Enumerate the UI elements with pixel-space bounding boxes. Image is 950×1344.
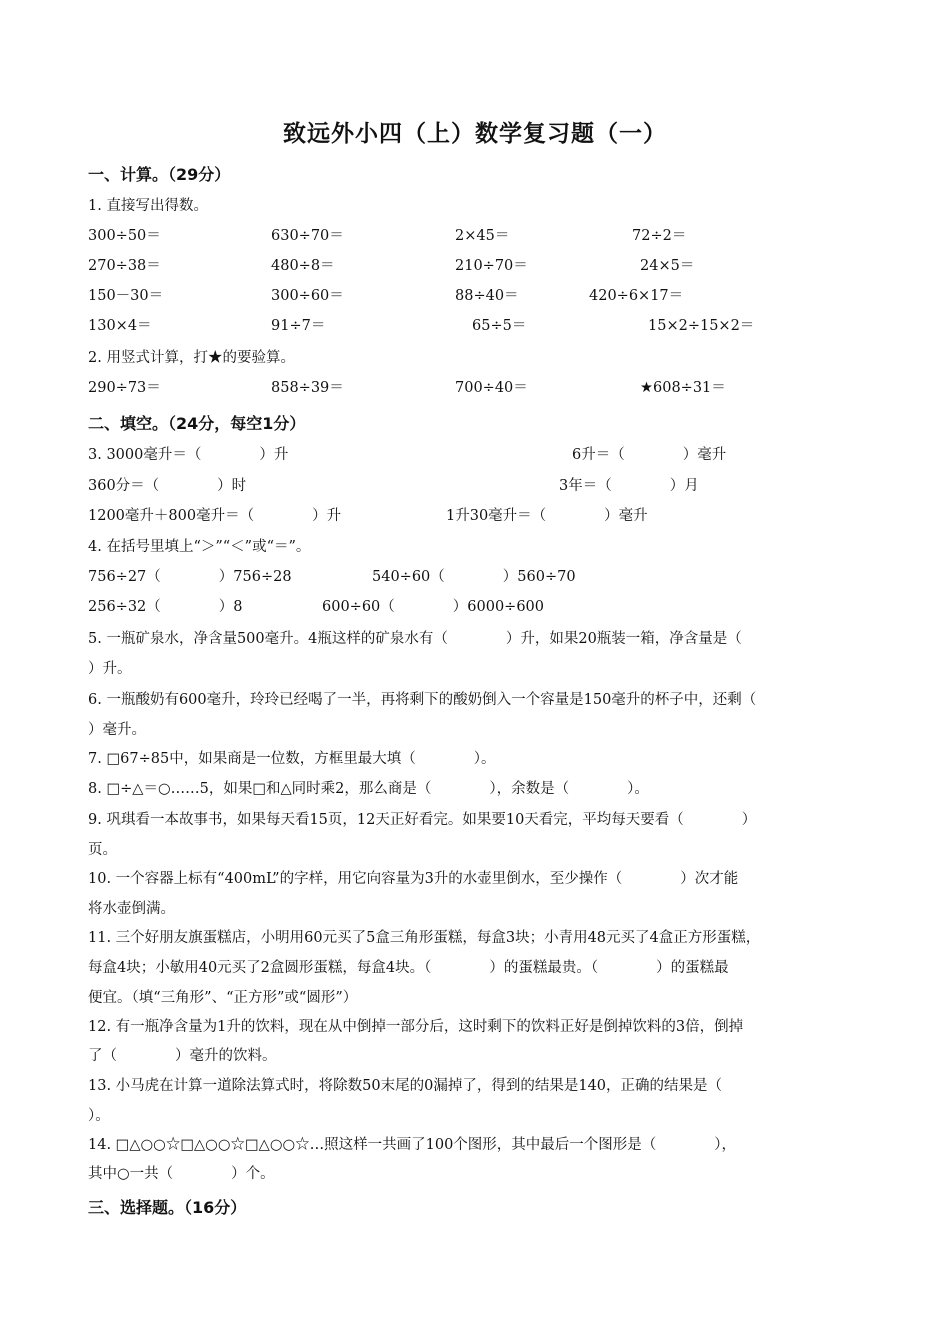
q1-item: 130×4＝: [88, 318, 152, 334]
q1-item: 270÷38＝: [88, 258, 161, 274]
q1-item: 480÷8＝: [271, 258, 335, 274]
question-6: 6. 一瓶酸奶有600毫升，玲玲已经喝了一半，再将剩下的酸奶倒入一个容量是150毫升的杯子中，还剩（: [88, 692, 757, 708]
question-11-cont: 每盒4块；小敏用40元买了2盒圆形蛋糕，每盒4块。（ ）的蛋糕最贵。（ ）的蛋糕最: [88, 960, 729, 976]
q1-item: 91÷7＝: [271, 318, 326, 334]
question-12: 12. 有一瓶净含量为1升的饮料，现在从中倒掉一部分后，这时剩下的饮料正好是倒掉饮料的3倍，倒掉: [88, 1019, 744, 1035]
q1-item: 24×5＝: [640, 258, 695, 274]
q1-item: 65÷5＝: [472, 318, 527, 334]
q4-item: 756÷27（ ）756÷28: [88, 569, 292, 585]
q3-item: 3年＝（ ）月: [559, 478, 699, 494]
question-11-cont: 便宜。（填“三角形”、“正方形”或“圆形”）: [88, 990, 358, 1006]
section-heading-calculation: 一、计算。（29分）: [88, 165, 231, 184]
q1-item: 210÷70＝: [455, 258, 528, 274]
q1-item: 300÷60＝: [271, 288, 344, 304]
q1-item: 300÷50＝: [88, 228, 161, 244]
q1-item: 630÷70＝: [271, 228, 344, 244]
q1-item: 88÷40＝: [455, 288, 519, 304]
question-10-cont: 将水壶倒满。: [88, 901, 175, 917]
q1-item: 420÷6×17＝: [589, 288, 684, 304]
q4-item: 600÷60（ ）6000÷600: [322, 599, 545, 615]
question-11: 11. 三个好朋友旗蛋糕店，小明用60元买了5盒三角形蛋糕，每盒3块；小青用48元买了4盒正方形蛋糕，: [88, 930, 761, 946]
q1-item: 72÷2＝: [632, 228, 687, 244]
q3-item: 6升＝（ ）毫升: [572, 447, 727, 463]
question-1-label: 1. 直接写出得数。: [88, 198, 208, 214]
q2-item: 700÷40＝: [455, 380, 528, 396]
q1-item: 15×2÷15×2＝: [648, 318, 755, 334]
question-14: 14. □△○○☆□△○○☆□△○○☆…照这样一共画了100个图形，其中最后一个图形是（ ），: [88, 1137, 737, 1153]
q3-item: 1升30毫升＝（ ）毫升: [446, 508, 648, 524]
question-6-cont: ）毫升。: [88, 722, 146, 738]
question-5: 5. 一瓶矿泉水，净含量500毫升。4瓶这样的矿泉水有（ ）升，如果20瓶装一箱，净含量是（: [88, 631, 742, 647]
question-4-label: 4. 在括号里填上“＞”“＜”或“＝”。: [88, 539, 311, 555]
question-7: 7. □67÷85中，如果商是一位数，方框里最大填（ ）。: [88, 751, 496, 767]
q1-item: 150－30＝: [88, 288, 164, 304]
question-9-cont: 页。: [88, 842, 117, 858]
q3-item: 1200毫升＋800毫升＝（ ）升: [88, 508, 342, 524]
question-8: 8. □÷△＝○……5，如果□和△同时乘2，那么商是（ ），余数是（ ）。: [88, 781, 649, 797]
question-5-cont: ）升。: [88, 661, 132, 677]
page-title: 致远外小四（上）数学复习题（一）: [283, 121, 667, 147]
q2-item: 858÷39＝: [271, 380, 344, 396]
question-12-cont: 了（ ）毫升的饮料。: [88, 1048, 277, 1064]
question-13: 13. 小马虎在计算一道除法算式时，将除数50末尾的0漏掉了，得到的结果是140，正确的结果是（: [88, 1078, 723, 1094]
section-heading-fill-blank: 二、填空。（24分，每空1分）: [88, 414, 306, 433]
q2-item: 290÷73＝: [88, 380, 161, 396]
q3-item: 360分＝（ ）时: [88, 478, 247, 494]
q1-item: 2×45＝: [455, 228, 510, 244]
section-heading-multiple-choice: 三、选择题。（16分）: [88, 1198, 247, 1217]
question-10: 10. 一个容器上标有“400mL”的字样，用它向容量为3升的水壶里倒水，至少操作（ ）次才能: [88, 871, 739, 887]
q4-item: 256÷32（ ）8: [88, 599, 243, 615]
question-13-cont: ）。: [88, 1108, 110, 1124]
q2-item-starred: ★608÷31＝: [640, 380, 726, 396]
q4-item: 540÷60（ ）560÷70: [372, 569, 576, 585]
question-9: 9. 巩琪看一本故事书，如果每天看15页，12天正好看完。如果要10天看完，平均每天要看（ ）: [88, 812, 757, 828]
question-2-label: 2. 用竖式计算，打★的要验算。: [88, 350, 295, 366]
q3-item: 3. 3000毫升＝（ ）升: [88, 447, 289, 463]
question-14-cont: 其中○一共（ ）个。: [88, 1166, 275, 1182]
